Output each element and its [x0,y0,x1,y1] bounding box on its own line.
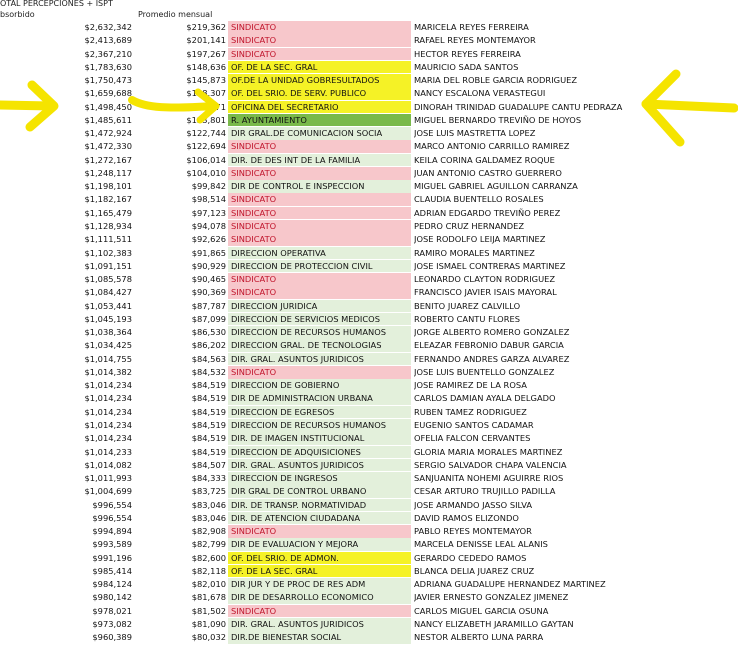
table-row [0,565,738,578]
column-header-total: bsorbido [0,10,35,19]
table-row [0,392,738,405]
dependencia-cell: SINDICATO [228,220,411,233]
total-cell: $1,004,699 [84,486,132,497]
table-row [0,286,738,299]
table-row [0,379,738,392]
nombre-cell: RUBEN TAMEZ RODRIGUEZ [414,406,527,417]
table-row [0,406,738,419]
promedio-cell: $84,519 [191,393,226,404]
promedio-cell: $94,078 [191,220,226,231]
total-cell: $1,014,234 [84,380,132,391]
promedio-cell: $84,507 [191,459,226,470]
dependencia-cell: SINDICATO [228,140,411,153]
total-cell: $1,084,427 [84,287,132,298]
nombre-cell: ADRIANA GUADALUPE HERNANDEZ MARTINEZ [414,579,606,590]
nombre-cell: FERNANDO ANDRES GARZA ALVAREZ [414,353,570,364]
table-row [0,61,738,74]
table-row [0,114,738,127]
dependencia-cell: DIR DE DESARROLLO ECONOMICO [228,591,411,604]
table-row [0,432,738,445]
table-row [0,154,738,167]
promedio-cell: $87,787 [191,300,226,311]
table-row [0,552,738,565]
nombre-cell: OFELIA FALCON CERVANTES [414,433,531,444]
nombre-cell: SANJUANITA NOHEMI AGUIRRE RIOS [414,473,564,484]
total-cell: $994,894 [92,526,132,537]
table-row [0,631,738,644]
table-row [0,472,738,485]
dependencia-cell: SINDICATO [228,34,411,47]
total-cell: $1,014,233 [84,446,132,457]
dependencia-cell: DIR.DE BIENESTAR SOCIAL [228,631,411,644]
table-row [0,260,738,273]
dependencia-cell: OF. DEL SRIO. DE SERV. PUBLICO [228,87,411,100]
total-cell: $1,014,082 [84,459,132,470]
nombre-cell: MARICELA REYES FERREIRA [414,22,529,32]
total-cell: $1,014,234 [84,419,132,430]
table-row [0,525,738,538]
promedio-cell: $84,519 [191,419,226,430]
total-cell: $1,034,425 [84,340,132,351]
nombre-cell: PABLO REYES MONTEMAYOR [414,526,532,537]
total-cell: $1,783,630 [84,61,132,72]
promedio-cell: $99,842 [191,181,226,192]
promedio-cell: $82,600 [191,552,226,563]
dependencia-cell: SINDICATO [228,193,411,206]
promedio-cell: $86,202 [191,340,226,351]
nombre-cell: SERGIO SALVADOR CHAPA VALENCIA [414,459,567,470]
promedio-cell: $138,307 [186,88,226,99]
promedio-cell: $81,090 [191,618,226,629]
dependencia-cell: DIR JUR Y DE PROC DE RES ADM [228,578,411,591]
promedio-cell: $92,626 [191,234,226,245]
total-cell: $1,272,167 [84,154,132,165]
promedio-cell: $84,519 [191,433,226,444]
total-cell: $1,165,479 [84,207,132,218]
nombre-cell: MARCELA DENISSE LEAL ALANIS [414,539,548,550]
total-cell: $996,554 [92,512,132,523]
dependencia-cell: DIR DE ADMINISTRACION URBANA [228,392,411,405]
table-row [0,605,738,618]
table-row [0,233,738,246]
dependencia-cell: DIRECCION DE ADQUISICIONES [228,446,411,459]
total-cell: $1,472,330 [84,141,132,152]
promedio-cell: $123,801 [186,114,226,125]
table-row [0,591,738,604]
nombre-cell: BLANCA DELIA JUAREZ CRUZ [414,565,535,576]
dependencia-cell: DIR. GRAL. ASUNTOS JURIDICOS [228,353,411,366]
nombre-cell: MARCO ANTONIO CARRILLO RAMIREZ [414,141,570,152]
total-cell: $2,367,210 [84,48,132,59]
dependencia-cell: SINDICATO [228,21,411,34]
table-row [0,193,738,206]
promedio-cell: $219,362 [186,22,226,32]
table-row [0,34,738,47]
nombre-cell: GERARDO CEDEDO RAMOS [414,552,527,563]
table-row [0,353,738,366]
table-row [0,578,738,591]
dependencia-cell: OFICINA DEL SECRETARIO [228,101,411,114]
table-row [0,499,738,512]
dependencia-cell: DIRECCION DE EGRESOS [228,406,411,419]
dependencia-cell: DIR. GRAL. ASUNTOS JURIDICOS [228,618,411,631]
total-cell: $973,082 [92,618,132,629]
total-cell: $980,142 [92,592,132,603]
table-row [0,48,738,61]
total-cell: $1,045,193 [84,313,132,324]
promedio-cell: $83,046 [191,512,226,523]
table-row [0,446,738,459]
dependencia-cell: DIR DE EVALUACION Y MEJORA [228,538,411,551]
total-cell: $1,472,924 [84,128,132,139]
nombre-cell: JOSE RAMIREZ DE LA ROSA [414,380,527,391]
column-header-promedio: Promedio mensual [138,10,213,19]
nombre-cell: NESTOR ALBERTO LUNA PARRA [414,632,544,643]
table-row [0,326,738,339]
total-cell: $1,485,611 [84,114,132,125]
nombre-cell: JOSE ISMAEL CONTRERAS MARTINEZ [414,260,566,271]
dependencia-cell: SINDICATO [228,525,411,538]
promedio-cell: $148,636 [186,61,226,72]
total-cell: $1,014,382 [84,366,132,377]
total-cell: $1,102,383 [84,247,132,258]
promedio-cell: $82,118 [191,565,226,576]
dependencia-cell: DIR GRAL DE CONTROL URBANO [228,485,411,498]
total-cell: $993,589 [92,539,132,550]
table-row [0,220,738,233]
table-row [0,180,738,193]
dependencia-cell: DIR. DE TRANSP. NORMATIVIDAD [228,499,411,512]
total-cell: $984,124 [92,579,132,590]
promedio-cell: $90,929 [191,260,226,271]
nombre-cell: NANCY ESCALONA VERASTEGUI [414,88,546,99]
nombre-cell: RAFAEL REYES MONTEMAYOR [414,35,536,46]
promedio-cell: $83,725 [191,486,226,497]
promedio-cell: $197,267 [186,48,226,59]
promedio-cell: $91,865 [191,247,226,258]
promedio-cell: $84,519 [191,406,226,417]
table-row [0,366,738,379]
promedio-cell: $84,333 [191,473,226,484]
nombre-cell: KEILA CORINA GALDAMEZ ROQUE [414,154,555,165]
total-cell: $1,498,450 [84,101,132,112]
total-cell: $1,198,101 [84,181,132,192]
total-cell: $1,014,755 [84,353,132,364]
total-cell: $1,011,993 [84,473,132,484]
nombre-cell: MIGUEL GABRIEL AGUILLON CARRANZA [414,181,578,192]
middle-arrow-annotation [128,86,224,126]
dependencia-cell: OF. DEL SRIO. DE ADMON. [228,552,411,565]
nombre-cell: MAURICIO SADA SANTOS [414,61,519,72]
table-row [0,87,738,100]
dependencia-cell: DIRECCION DE RECURSOS HUMANOS [228,326,411,339]
dependencia-cell: SINDICATO [228,48,411,61]
dependencia-cell: SINDICATO [228,233,411,246]
nombre-cell: JAVIER ERNESTO GONZALEZ JIMENEZ [414,592,569,603]
promedio-cell: $81,678 [191,592,226,603]
promedio-cell: $90,369 [191,287,226,298]
nombre-cell: DAVID RAMOS ELIZONDO [414,512,519,523]
table-row [0,21,738,34]
dependencia-cell: DIR. DE ATENCION CIUDADANA [228,512,411,525]
dependencia-cell: OF.DE LA UNIDAD GOBRESULTADOS [228,74,411,87]
nombre-cell: LEONARDO CLAYTON RODRIGUEZ [414,274,556,285]
total-cell: $1,014,234 [84,393,132,404]
dependencia-cell: DIRECCION DE SERVICIOS MEDICOS [228,313,411,326]
total-cell: $1,085,578 [84,274,132,285]
nombre-cell: BENITO JUAREZ CALVILLO [414,300,521,311]
nombre-cell: DINORAH TRINIDAD GUADALUPE CANTU PEDRAZA [414,101,623,112]
table-row [0,273,738,286]
promedio-cell: $84,563 [191,353,226,364]
right-arrow-annotation [640,66,738,150]
promedio-cell: $86,530 [191,327,226,338]
nombre-cell: FRANCISCO JAVIER ISAIS MAYORAL [414,287,557,298]
nombre-cell: CLAUDIA BUENTELLO ROSALES [414,194,544,205]
total-cell: $978,021 [92,605,132,616]
total-cell: $1,659,688 [84,88,132,99]
dependencia-cell: DIRECCION DE GOBIERNO [228,379,411,392]
promedio-cell: $97,123 [191,207,226,218]
total-cell: $960,389 [92,632,132,643]
dependencia-cell: SINDICATO [228,207,411,220]
table-row [0,512,738,525]
dependencia-cell: DIRECCION JURIDICA [228,300,411,313]
table-row [0,339,738,352]
promedio-cell: $81,502 [191,605,226,616]
dependencia-cell: DIRECCION DE PROTECCION CIVIL [228,260,411,273]
table-row [0,127,738,140]
nombre-cell: HECTOR REYES FERREIRA [414,48,521,59]
promedio-cell: $122,694 [186,141,226,152]
promedio-cell: $83,046 [191,499,226,510]
total-cell: $991,196 [92,552,132,563]
dependencia-cell: R. AYUNTAMIENTO [228,114,411,127]
nombre-cell: ADRIAN EDGARDO TREVIÑO PEREZ [414,207,561,218]
nombre-cell: NANCY ELIZABETH JARAMILLO GAYTAN [414,618,574,629]
dependencia-cell: DIR. GRAL. ASUNTOS JURIDICOS [228,459,411,472]
table-row [0,618,738,631]
total-cell: $985,414 [92,565,132,576]
table-row [0,74,738,87]
promedio-cell: $82,010 [191,579,226,590]
dependencia-cell: DIRECCION DE RECURSOS HUMANOS [228,419,411,432]
dependencia-cell: DIRECCION DE INGRESOS [228,472,411,485]
total-cell: $996,554 [92,499,132,510]
nombre-cell: MARIA DEL ROBLE GARCIA RODRIGUEZ [414,75,578,86]
table-row [0,101,738,114]
table-row [0,485,738,498]
nombre-cell: PEDRO CRUZ HERNANDEZ [414,220,525,231]
nombre-cell: JOSE LUIS BUENTELLO GONZALEZ [414,366,555,377]
salary-table [0,21,738,644]
nombre-cell: ELEAZAR FEBRONIO DABUR GARCIA [414,340,564,351]
total-cell: $1,014,234 [84,433,132,444]
nombre-cell: JOSE LUIS MASTRETTA LOPEZ [414,128,536,139]
dependencia-cell: OF. DE LA SEC. GRAL [228,565,411,578]
promedio-cell: $84,519 [191,446,226,457]
table-row [0,247,738,260]
table-row [0,419,738,432]
nombre-cell: JOSE ARMANDO JASSO SILVA [414,499,533,510]
total-cell: $1,182,167 [84,194,132,205]
table-row [0,459,738,472]
promedio-cell: $124,871 [186,101,226,112]
promedio-cell: $104,010 [186,167,226,178]
table-row [0,313,738,326]
nombre-cell: JOSE RODOLFO LEIJA MARTINEZ [414,234,546,245]
dependencia-cell: DIRECCION OPERATIVA [228,247,411,260]
nombre-cell: EUGENIO SANTOS CADAMAR [414,419,534,430]
total-cell: $2,632,342 [84,22,132,32]
header-title: OTAL PERCEPCIONES + ISPT [0,0,113,8]
promedio-cell: $87,099 [191,313,226,324]
nombre-cell: GLORIA MARIA MORALES MARTINEZ [414,446,563,457]
dependencia-cell: SINDICATO [228,273,411,286]
total-cell: $1,091,151 [84,260,132,271]
nombre-cell: CARLOS DAMIAN AYALA DELGADO [414,393,556,404]
promedio-cell: $80,032 [191,632,226,643]
nombre-cell: ROBERTO CANTU FLORES [414,313,520,324]
table-row [0,167,738,180]
promedio-cell: $84,519 [191,380,226,391]
promedio-cell: $106,014 [186,154,226,165]
total-cell: $1,038,364 [84,327,132,338]
nombre-cell: JUAN ANTONIO CASTRO GUERRERO [414,167,562,178]
total-cell: $1,014,234 [84,406,132,417]
table-row [0,300,738,313]
promedio-cell: $84,532 [191,366,226,377]
promedio-cell: $201,141 [186,35,226,46]
total-cell: $1,111,511 [84,234,132,245]
table-row [0,140,738,153]
promedio-cell: $90,465 [191,274,226,285]
dependencia-cell: OF. DE LA SEC. GRAL [228,61,411,74]
total-cell: $1,248,117 [84,167,132,178]
total-cell: $2,413,689 [84,35,132,46]
dependencia-cell: SINDICATO [228,366,411,379]
dependencia-cell: DIR. DE IMAGEN INSTITUCIONAL [228,432,411,445]
nombre-cell: MIGUEL BERNARDO TREVIÑO DE HOYOS [414,114,582,125]
dependencia-cell: SINDICATO [228,167,411,180]
nombre-cell: CARLOS MIGUEL GARCIA OSUNA [414,605,549,616]
promedio-cell: $82,799 [191,539,226,550]
promedio-cell: $82,908 [191,526,226,537]
promedio-cell: $98,514 [191,194,226,205]
promedio-cell: $145,873 [186,75,226,86]
promedio-cell: $122,744 [186,128,226,139]
left-arrow-annotation [0,75,60,135]
total-cell: $1,053,441 [84,300,132,311]
dependencia-cell: DIRECCION GRAL. DE TECNOLOGIAS [228,339,411,352]
dependencia-cell: DIR DE CONTROL E INSPECCION [228,180,411,193]
dependencia-cell: SINDICATO [228,286,411,299]
nombre-cell: RAMIRO MORALES MARTINEZ [414,247,535,258]
dependencia-cell: DIR GRAL.DE COMUNICACION SOCIA [228,127,411,140]
dependencia-cell: DIR. DE DES INT DE LA FAMILIA [228,154,411,167]
nombre-cell: CESAR ARTURO TRUJILLO PADILLA [414,486,556,497]
table-row [0,538,738,551]
total-cell: $1,128,934 [84,220,132,231]
dependencia-cell: SINDICATO [228,605,411,618]
total-cell: $1,750,473 [84,75,132,86]
nombre-cell: JORGE ALBERTO ROMERO GONZALEZ [414,327,570,338]
table-row [0,207,738,220]
